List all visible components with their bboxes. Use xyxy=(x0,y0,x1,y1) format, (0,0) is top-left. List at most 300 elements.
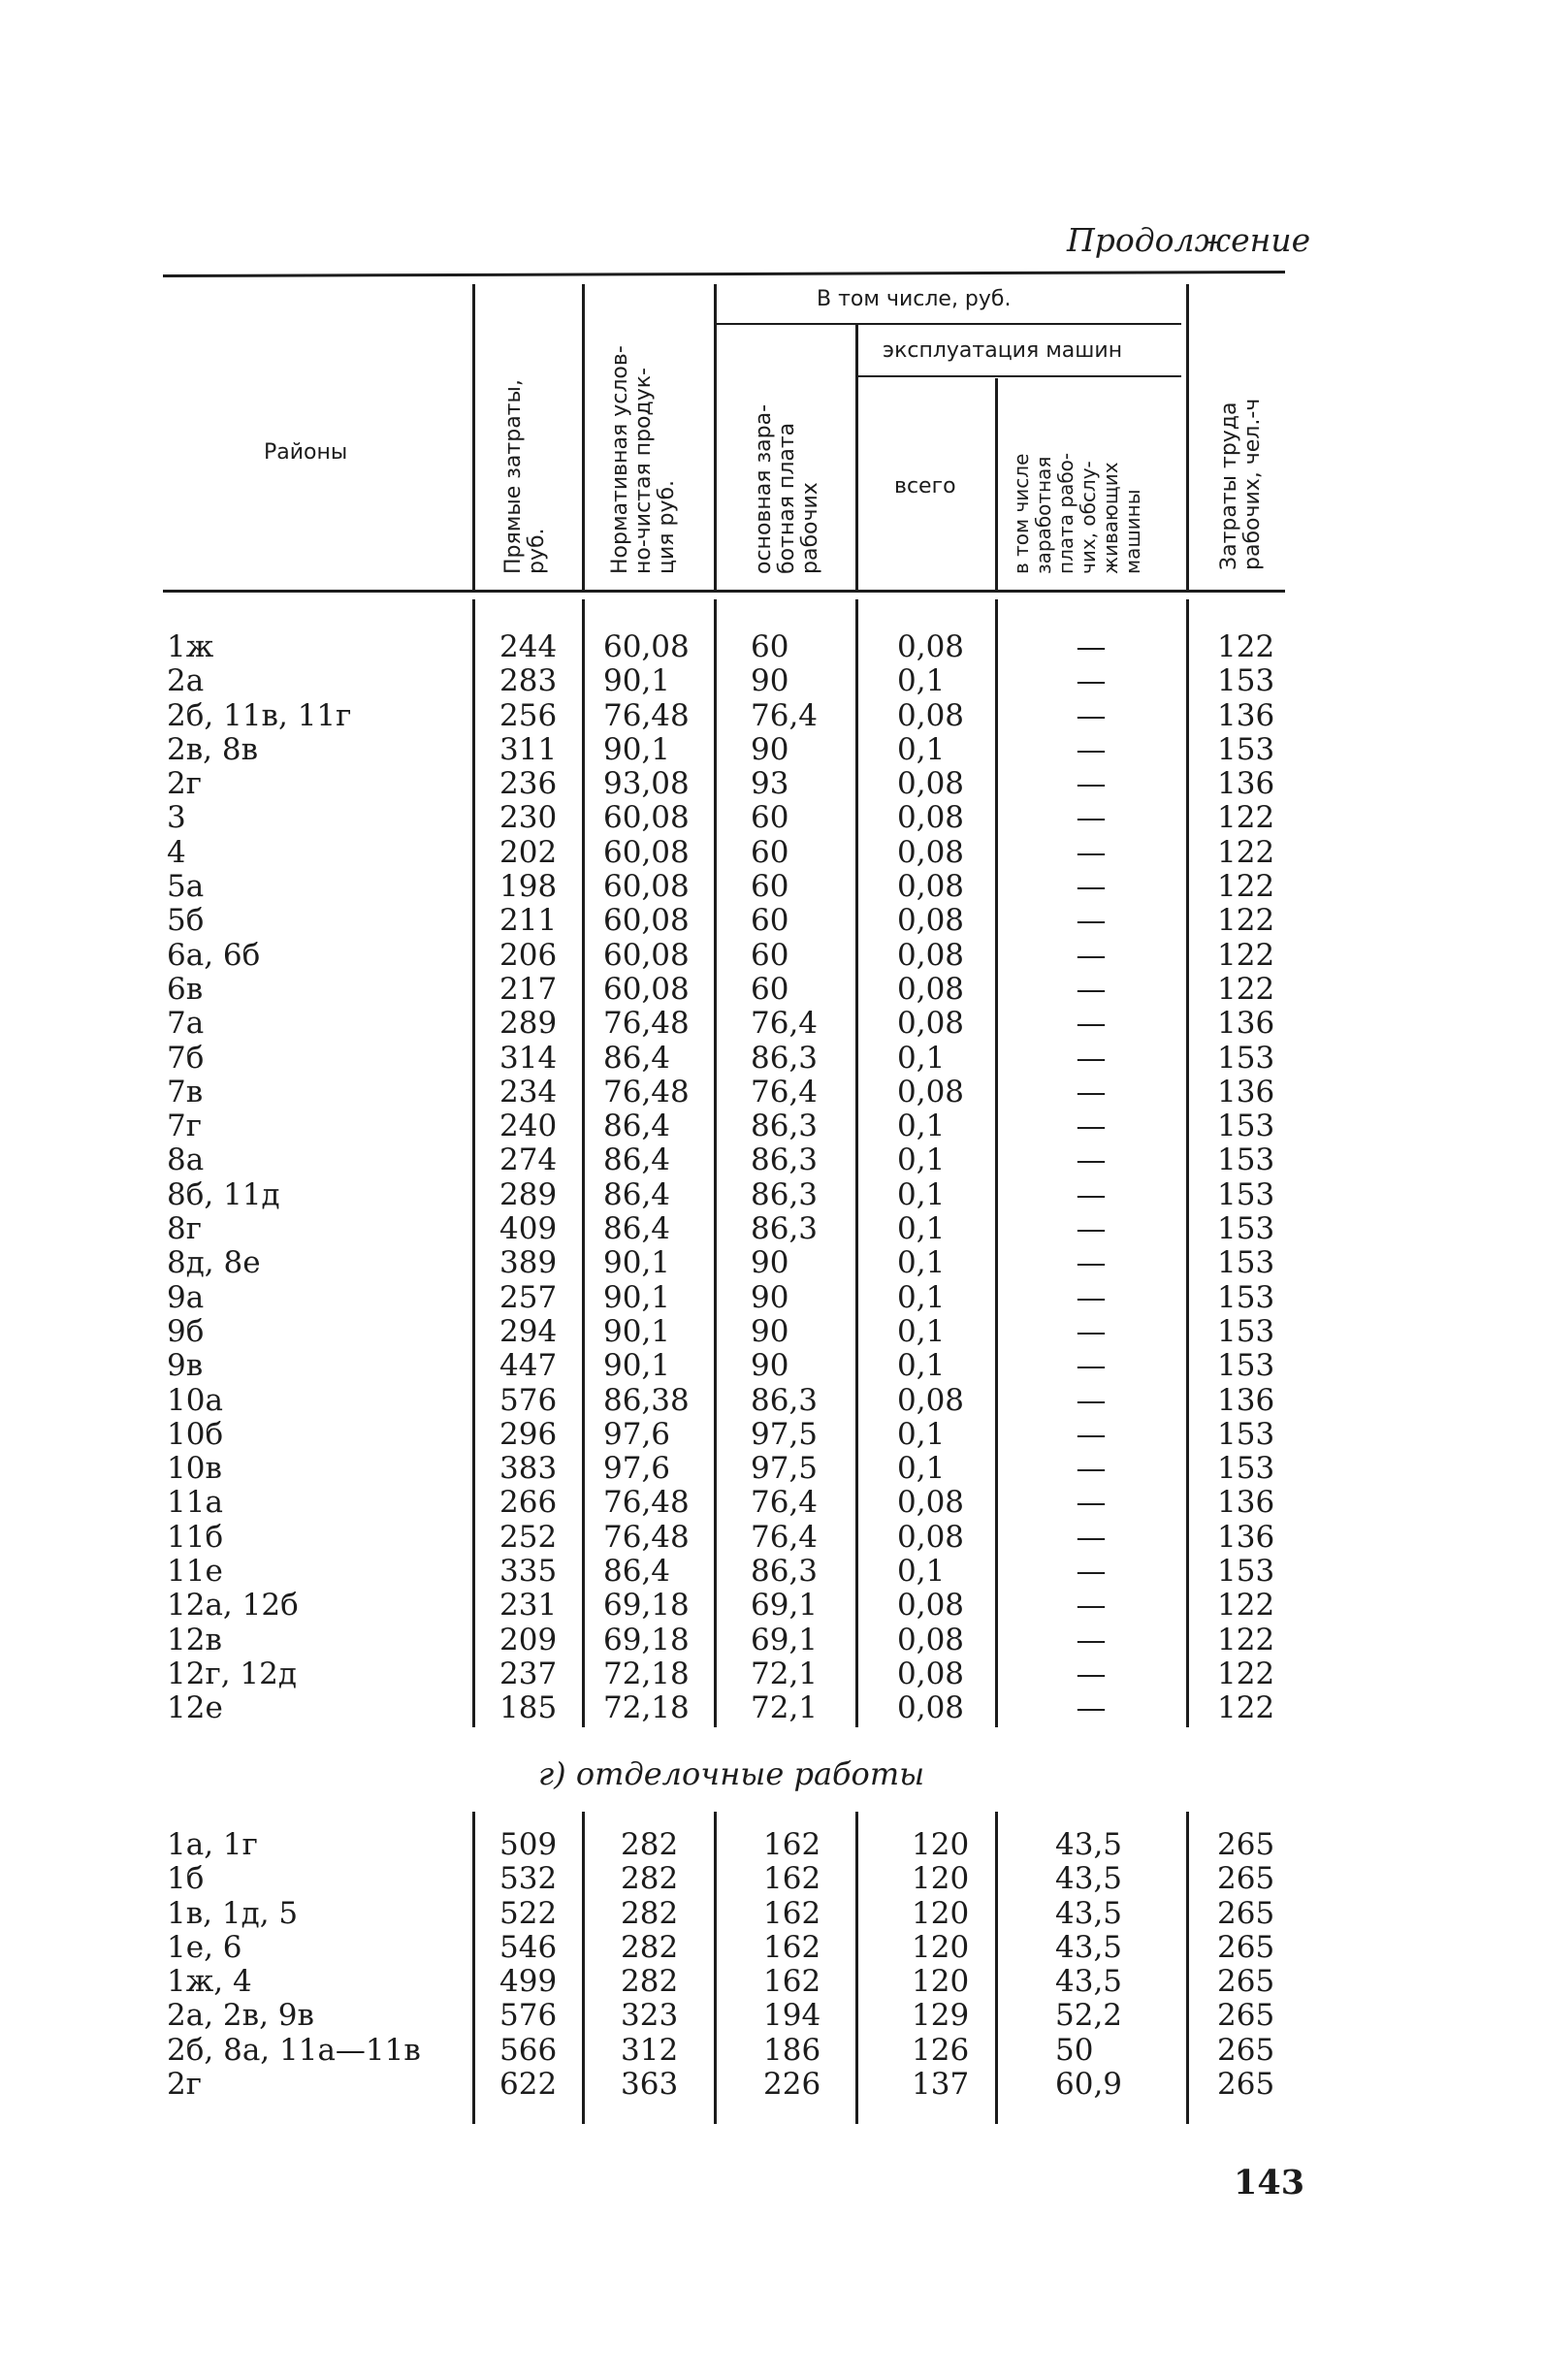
body1-col-divider-5 xyxy=(995,599,998,1727)
table-cell: 52,2 xyxy=(1055,1998,1123,2034)
table-cell: 162 xyxy=(763,1827,821,1862)
table-cell: 2б, 11в, 11г xyxy=(167,697,352,733)
table-cell: 1е, 6 xyxy=(167,1929,242,1965)
header-total: всего xyxy=(894,474,956,499)
table-cell: 153 xyxy=(1217,1245,1275,1281)
table-cell: 120 xyxy=(912,1861,970,1897)
table-cell: 282 xyxy=(621,1861,679,1897)
page-number: 143 xyxy=(1234,2163,1305,2203)
table-cell: — xyxy=(1076,834,1107,870)
table-cell: 1ж xyxy=(167,629,214,664)
table-cell: 0,08 xyxy=(897,1006,965,1042)
table-cell: — xyxy=(1076,1279,1107,1315)
table-cell: 546 xyxy=(499,1929,558,1965)
table-cell: 240 xyxy=(499,1109,558,1144)
table-cell: 282 xyxy=(621,1964,679,2000)
table-cell: 1ж, 4 xyxy=(167,1964,252,2000)
table-cell: — xyxy=(1076,1554,1107,1590)
table-cell: 5б xyxy=(167,903,205,939)
table-cell: 0,08 xyxy=(897,1690,965,1726)
table-cell: 60,08 xyxy=(603,834,690,870)
table-cell: — xyxy=(1076,869,1107,905)
header-col-divider-5 xyxy=(995,378,998,590)
table-cell: 0,1 xyxy=(897,1554,946,1590)
table-cell: 76,4 xyxy=(751,1485,819,1521)
table-cell: 122 xyxy=(1217,629,1275,664)
header-col-divider-4 xyxy=(855,323,858,590)
table1-regions-column xyxy=(167,630,467,1726)
table-cell: 335 xyxy=(499,1554,558,1590)
table-cell: 4 xyxy=(167,834,186,870)
table-cell: 93,08 xyxy=(603,766,690,802)
table-cell: 97,6 xyxy=(603,1451,671,1487)
table-cell: 312 xyxy=(621,2032,679,2068)
table-cell: 1в, 1д, 5 xyxy=(167,1895,299,1931)
table-cell: 282 xyxy=(621,1929,679,1965)
body2-col-divider-4 xyxy=(855,1812,858,2124)
table-cell: 90,1 xyxy=(603,1313,671,1349)
table-cell: 509 xyxy=(499,1827,558,1862)
table-cell: 122 xyxy=(1217,1656,1275,1691)
table-cell: — xyxy=(1076,1416,1107,1452)
table-cell: 43,5 xyxy=(1055,1861,1123,1897)
table-cell: 0,08 xyxy=(897,937,965,973)
table1-machine-total-column xyxy=(897,630,984,1726)
table-cell: 0,1 xyxy=(897,1313,946,1349)
table-cell: 60,08 xyxy=(603,971,690,1007)
table-cell: 153 xyxy=(1217,1348,1275,1384)
table-cell: 90 xyxy=(751,1279,789,1315)
table-cell: — xyxy=(1076,1588,1107,1624)
table-cell: 0,08 xyxy=(897,971,965,1007)
table-cell: 60 xyxy=(751,800,789,836)
table-cell: 86,3 xyxy=(751,1382,819,1418)
table-cell: 265 xyxy=(1217,1827,1275,1862)
table-cell: 0,08 xyxy=(897,800,965,836)
table-cell: 76,48 xyxy=(603,1519,690,1555)
table-cell: 10в xyxy=(167,1451,222,1487)
table-cell: 211 xyxy=(499,903,558,939)
table-cell: 136 xyxy=(1217,697,1275,733)
table-cell: 76,48 xyxy=(603,1006,690,1042)
table-cell: 8д, 8е xyxy=(167,1245,261,1281)
table-cell: 90,1 xyxy=(603,1279,671,1315)
body2-col-divider-5 xyxy=(995,1812,998,2124)
body2-col-divider-6 xyxy=(1186,1812,1189,2124)
table-cell: 76,4 xyxy=(751,697,819,733)
table-cell: 97,5 xyxy=(751,1416,819,1452)
table-cell: 69,18 xyxy=(603,1622,690,1657)
table-cell: 185 xyxy=(499,1690,558,1726)
table1-base-wage-column xyxy=(751,630,848,1726)
table-cell: 86,4 xyxy=(603,1211,671,1247)
table-cell: 296 xyxy=(499,1416,558,1452)
table-cell: 0,08 xyxy=(897,1622,965,1657)
header-top-rule xyxy=(163,271,1285,277)
table-cell: 566 xyxy=(499,2032,558,2068)
table-cell: — xyxy=(1076,1109,1107,1144)
table-cell: 265 xyxy=(1217,1895,1275,1931)
table-cell: 136 xyxy=(1217,1485,1275,1521)
table-cell: 265 xyxy=(1217,1964,1275,2000)
table-cell: 0,1 xyxy=(897,1176,946,1212)
table-cell: 43,5 xyxy=(1055,1827,1123,1862)
table-cell: — xyxy=(1076,1313,1107,1349)
header-regions: Районы xyxy=(264,440,348,465)
body1-col-divider-6 xyxy=(1186,599,1189,1727)
table-cell: 6а, 6б xyxy=(167,937,261,973)
table-cell: 50 xyxy=(1055,2032,1094,2068)
table-cell: 282 xyxy=(621,1827,679,1862)
table-cell: 9б xyxy=(167,1313,205,1349)
table-cell: 153 xyxy=(1217,1313,1275,1349)
body2-col-divider-2 xyxy=(582,1812,585,2124)
table-cell: 8г xyxy=(167,1211,202,1247)
table-cell: 265 xyxy=(1217,2032,1275,2068)
table-cell: — xyxy=(1076,1176,1107,1212)
table-cell: 153 xyxy=(1217,1279,1275,1315)
table-cell: 12г, 12д xyxy=(167,1656,297,1691)
table-cell: 256 xyxy=(499,697,558,733)
table-cell: 60 xyxy=(751,869,789,905)
body1-col-divider-1 xyxy=(472,599,475,1727)
header-col-divider-3 xyxy=(714,284,717,590)
table-cell: 136 xyxy=(1217,1519,1275,1555)
table-cell: 43,5 xyxy=(1055,1895,1123,1931)
table-cell: 289 xyxy=(499,1006,558,1042)
table-cell: — xyxy=(1076,1006,1107,1042)
table-cell: 86,4 xyxy=(603,1554,671,1590)
table-cell: 69,1 xyxy=(751,1622,819,1657)
table2-direct-column xyxy=(499,1828,558,2102)
table-cell: 209 xyxy=(499,1622,558,1657)
table2-normative-column xyxy=(621,1828,679,2102)
table-cell: 122 xyxy=(1217,834,1275,870)
table-cell: 237 xyxy=(499,1656,558,1691)
table-cell: — xyxy=(1076,731,1107,767)
table-cell: 129 xyxy=(912,1998,970,2034)
table-cell: 8б, 11д xyxy=(167,1176,280,1212)
table-cell: 0,08 xyxy=(897,1519,965,1555)
table-cell: 282 xyxy=(621,1895,679,1931)
header-col-divider-6 xyxy=(1186,284,1189,590)
table-cell: 86,38 xyxy=(603,1382,690,1418)
table-cell: 0,08 xyxy=(897,1485,965,1521)
table-cell: 409 xyxy=(499,1211,558,1247)
table-cell: 153 xyxy=(1217,1416,1275,1452)
table-cell: — xyxy=(1076,1040,1107,1076)
body1-col-divider-4 xyxy=(855,599,858,1727)
table-cell: 0,08 xyxy=(897,766,965,802)
table-cell: 122 xyxy=(1217,869,1275,905)
table-cell: 314 xyxy=(499,1040,558,1076)
table-cell: 136 xyxy=(1217,766,1275,802)
table-cell: 90 xyxy=(751,1348,789,1384)
table-cell: 294 xyxy=(499,1313,558,1349)
table-cell: 86,4 xyxy=(603,1109,671,1144)
table-cell: 90 xyxy=(751,731,789,767)
table-cell: 1б xyxy=(167,1861,205,1897)
table-cell: 153 xyxy=(1217,663,1275,699)
table-cell: 3 xyxy=(167,800,186,836)
table-cell: 153 xyxy=(1217,1451,1275,1487)
table-cell: 86,4 xyxy=(603,1040,671,1076)
table-cell: 11а xyxy=(167,1485,223,1521)
header-direct-costs: Прямые затраты, руб. xyxy=(501,379,549,574)
table-cell: 10б xyxy=(167,1416,224,1452)
table-cell: 76,4 xyxy=(751,1006,819,1042)
table-cell: — xyxy=(1076,1245,1107,1281)
table-cell: 7а xyxy=(167,1006,205,1042)
table-cell: 136 xyxy=(1217,1006,1275,1042)
header-including: В том числе, руб. xyxy=(817,287,1012,311)
table-cell: 90 xyxy=(751,1313,789,1349)
table-cell: 86,3 xyxy=(751,1554,819,1590)
table-cell: 120 xyxy=(912,1827,970,1862)
table-cell: 97,5 xyxy=(751,1451,819,1487)
table-cell: 7б xyxy=(167,1040,205,1076)
table-cell: 0,1 xyxy=(897,1279,946,1315)
table-cell: 72,1 xyxy=(751,1690,819,1726)
table-cell: 60 xyxy=(751,629,789,664)
table-cell: 389 xyxy=(499,1245,558,1281)
table-cell: 86,4 xyxy=(603,1142,671,1178)
table-cell: — xyxy=(1076,903,1107,939)
table-cell: 5а xyxy=(167,869,205,905)
table-cell: 60 xyxy=(751,903,789,939)
table-cell: 43,5 xyxy=(1055,1929,1123,1965)
header-normative: Нормативная услов- но-чистая продук- ция руб. xyxy=(608,345,679,574)
table-cell: 60,08 xyxy=(603,937,690,973)
table-cell: 76,48 xyxy=(603,1074,690,1110)
table-cell: 234 xyxy=(499,1074,558,1110)
table-cell: 2а, 2в, 9в xyxy=(167,1998,314,2034)
table-cell: 0,1 xyxy=(897,1245,946,1281)
table-cell: 9в xyxy=(167,1348,204,1384)
table-cell: 76,4 xyxy=(751,1519,819,1555)
table-cell: 499 xyxy=(499,1964,558,2000)
table-cell: 0,1 xyxy=(897,1142,946,1178)
table-cell: 162 xyxy=(763,1895,821,1931)
table-cell: 0,08 xyxy=(897,1382,965,1418)
table-cell: 0,08 xyxy=(897,697,965,733)
table-cell: 69,18 xyxy=(603,1588,690,1624)
table-cell: — xyxy=(1076,663,1107,699)
table-cell: 265 xyxy=(1217,1929,1275,1965)
table-cell: — xyxy=(1076,971,1107,1007)
header-base-wage: основная зара- ботная плата рабочих xyxy=(752,403,822,574)
table-cell: 9а xyxy=(167,1279,205,1315)
table2-base-wage-column xyxy=(763,1828,821,2102)
table-cell: 230 xyxy=(499,800,558,836)
table-cell: 0,08 xyxy=(897,834,965,870)
table-cell: 76,48 xyxy=(603,697,690,733)
table-cell: 311 xyxy=(499,731,558,767)
table-cell: 576 xyxy=(499,1998,558,2034)
table-cell: 153 xyxy=(1217,1142,1275,1178)
table-cell: 198 xyxy=(499,869,558,905)
table-cell: 76,4 xyxy=(751,1074,819,1110)
table-cell: 93 xyxy=(751,766,789,802)
header-col-divider-1 xyxy=(472,284,475,590)
table-cell: 12е xyxy=(167,1690,223,1726)
table-cell: 162 xyxy=(763,1964,821,2000)
table-cell: 11б xyxy=(167,1519,224,1555)
table-cell: 153 xyxy=(1217,1211,1275,1247)
table-cell: 0,08 xyxy=(897,1074,965,1110)
table-cell: 11е xyxy=(167,1554,223,1590)
table-cell: 2в, 8в xyxy=(167,731,259,767)
table-cell: 2г xyxy=(167,2067,202,2103)
table-cell: 0,08 xyxy=(897,629,965,664)
table-cell: 257 xyxy=(499,1279,558,1315)
table-cell: 236 xyxy=(499,766,558,802)
table-cell: 0,1 xyxy=(897,663,946,699)
table-cell: 0,1 xyxy=(897,1451,946,1487)
table-cell: 0,1 xyxy=(897,1416,946,1452)
table-cell: 383 xyxy=(499,1451,558,1487)
table-cell: 194 xyxy=(763,1998,821,2034)
table-cell: 12в xyxy=(167,1622,222,1657)
table-cell: — xyxy=(1076,697,1107,733)
table-cell: 90,1 xyxy=(603,663,671,699)
table-cell: 532 xyxy=(499,1861,558,1897)
table-cell: 60 xyxy=(751,971,789,1007)
table-cell: 86,3 xyxy=(751,1142,819,1178)
table-cell: 60,08 xyxy=(603,800,690,836)
table-cell: 2г xyxy=(167,766,202,802)
table1-labor-column xyxy=(1217,630,1285,1726)
table-cell: 6в xyxy=(167,971,204,1007)
table-cell: — xyxy=(1076,1142,1107,1178)
table-cell: — xyxy=(1076,1451,1107,1487)
table-cell: 76,48 xyxy=(603,1485,690,1521)
table-cell: — xyxy=(1076,766,1107,802)
table-cell: 8а xyxy=(167,1142,205,1178)
table-cell: — xyxy=(1076,1656,1107,1691)
table-cell: — xyxy=(1076,937,1107,973)
table-cell: 136 xyxy=(1217,1382,1275,1418)
header-bottom-rule xyxy=(163,590,1285,593)
table-cell: 7г xyxy=(167,1109,202,1144)
table-cell: 0,1 xyxy=(897,1211,946,1247)
table-cell: 265 xyxy=(1217,1998,1275,2034)
table-cell: — xyxy=(1076,1348,1107,1384)
table-cell: 447 xyxy=(499,1348,558,1384)
table-cell: 162 xyxy=(763,1861,821,1897)
table1-normative-column xyxy=(603,630,700,1726)
table-cell: 252 xyxy=(499,1519,558,1555)
header-col-divider-2 xyxy=(582,284,585,590)
table-cell: 97,6 xyxy=(603,1416,671,1452)
table-cell: 136 xyxy=(1217,1074,1275,1110)
continuation-label: Продолжение xyxy=(1067,221,1311,259)
table-cell: 122 xyxy=(1217,937,1275,973)
table-cell: 0,08 xyxy=(897,1588,965,1624)
table-cell: 153 xyxy=(1217,731,1275,767)
table-cell: — xyxy=(1076,1622,1107,1657)
section-title: г) отделочные работы xyxy=(538,1755,925,1792)
table-cell: 274 xyxy=(499,1142,558,1178)
table-cell: 60 xyxy=(751,834,789,870)
header-incl-wage: в том числе заработная плата рабо- чих, обслу- живающих машины xyxy=(1010,452,1144,574)
body2-col-divider-1 xyxy=(472,1812,475,2124)
table-cell: 122 xyxy=(1217,800,1275,836)
table-cell: 153 xyxy=(1217,1109,1275,1144)
table-cell: 122 xyxy=(1217,1588,1275,1624)
table-cell: 162 xyxy=(763,1929,821,1965)
table-cell: 122 xyxy=(1217,971,1275,1007)
table-cell: 283 xyxy=(499,663,558,699)
table-cell: 86,4 xyxy=(603,1176,671,1212)
table-cell: 90,1 xyxy=(603,1348,671,1384)
table-cell: 126 xyxy=(912,2032,970,2068)
table-cell: 323 xyxy=(621,1998,679,2034)
table-cell: 60,08 xyxy=(603,903,690,939)
table-cell: 69,1 xyxy=(751,1588,819,1624)
table-cell: — xyxy=(1076,1690,1107,1726)
table-cell: 0,1 xyxy=(897,1348,946,1384)
table-cell: 153 xyxy=(1217,1554,1275,1590)
table-cell: 72,1 xyxy=(751,1656,819,1691)
table-cell: 10а xyxy=(167,1382,223,1418)
table-cell: 72,18 xyxy=(603,1656,690,1691)
table-cell: 43,5 xyxy=(1055,1964,1123,2000)
table-cell: — xyxy=(1076,1485,1107,1521)
table-cell: 12а, 12б xyxy=(167,1588,299,1624)
table-cell: — xyxy=(1076,629,1107,664)
table-cell: 86,3 xyxy=(751,1040,819,1076)
table-cell: 0,1 xyxy=(897,1109,946,1144)
body1-col-divider-3 xyxy=(714,599,717,1727)
table2-machine-wage-column xyxy=(1055,1828,1133,2102)
table-cell: 120 xyxy=(912,1929,970,1965)
table-cell: 153 xyxy=(1217,1040,1275,1076)
table-cell: — xyxy=(1076,1382,1107,1418)
table2-machine-total-column xyxy=(912,1828,970,2102)
table1-direct-column xyxy=(499,630,558,1726)
table-cell: 622 xyxy=(499,2067,558,2103)
table-cell: — xyxy=(1076,800,1107,836)
table-cell: 1а, 1г xyxy=(167,1827,258,1862)
table-cell: — xyxy=(1076,1074,1107,1110)
table-cell: 86,3 xyxy=(751,1211,819,1247)
table-cell: 86,3 xyxy=(751,1109,819,1144)
table-cell: 226 xyxy=(763,2067,821,2103)
table-cell: 0,1 xyxy=(897,731,946,767)
table-cell: 576 xyxy=(499,1382,558,1418)
table-cell: 0,08 xyxy=(897,869,965,905)
including-rule xyxy=(716,323,1181,325)
table-cell: 122 xyxy=(1217,1622,1275,1657)
table-cell: 60,08 xyxy=(603,629,690,664)
table-cell: 265 xyxy=(1217,2067,1275,2103)
table-cell: 202 xyxy=(499,834,558,870)
table-cell: 122 xyxy=(1217,903,1275,939)
table2-regions-column xyxy=(167,1828,467,2102)
header-labor: Затраты труда рабочих, чел.-ч xyxy=(1217,398,1265,570)
table-cell: 60,9 xyxy=(1055,2067,1123,2103)
table-cell: 90,1 xyxy=(603,1245,671,1281)
table-cell: 265 xyxy=(1217,1861,1275,1897)
table-cell: 186 xyxy=(763,2032,821,2068)
table-cell: 0,08 xyxy=(897,1656,965,1691)
table-cell: 60,08 xyxy=(603,869,690,905)
table-cell: 289 xyxy=(499,1176,558,1212)
table-cell: 522 xyxy=(499,1895,558,1931)
table-cell: 0,1 xyxy=(897,1040,946,1076)
table-cell: 7в xyxy=(167,1074,204,1110)
